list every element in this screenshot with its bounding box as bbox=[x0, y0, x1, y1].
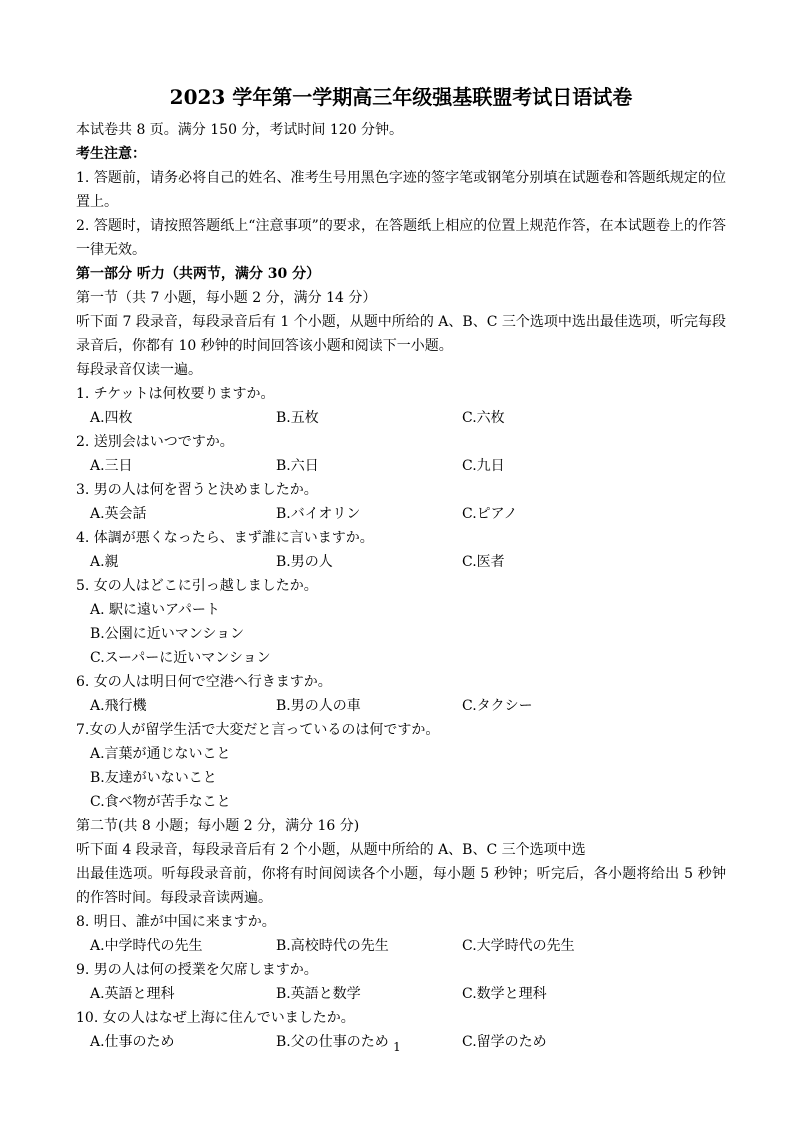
option-b: B.男の人の車 bbox=[276, 698, 361, 714]
option-c: C.大学時代の先生 bbox=[462, 938, 575, 954]
option-c: C.六枚 bbox=[462, 410, 505, 426]
part1-heading: 第一部分 听力（共两节，满分 30 分） bbox=[76, 266, 321, 282]
option-b: B.五枚 bbox=[276, 410, 319, 426]
section1-note: 每段录音仅读一遍。 bbox=[76, 362, 202, 378]
option-a: A.四枚 bbox=[90, 410, 133, 426]
question-5-option-b-row bbox=[76, 622, 726, 646]
question-7-option-a-row bbox=[76, 742, 726, 766]
option-c: C.ピアノ bbox=[462, 506, 518, 522]
option-c: C.医者 bbox=[462, 554, 505, 570]
option-b: B.高校時代の先生 bbox=[276, 938, 389, 954]
question-6-options bbox=[76, 694, 726, 718]
question-5: 5. 女の人はどこに引っ越しましたか。 bbox=[76, 578, 318, 594]
option-a: A.英会話 bbox=[90, 506, 147, 522]
question-3-options bbox=[76, 502, 726, 526]
question-9: 9. 男の人は何の授業を欠席しますか。 bbox=[76, 962, 318, 978]
question-2-options bbox=[76, 454, 726, 478]
question-1-options bbox=[76, 406, 726, 430]
exam-intro: 本试卷共 8 页。满分 150 分，考试时间 120 分钟。 bbox=[76, 122, 404, 138]
option-a: A.英語と理科 bbox=[90, 986, 175, 1002]
option-c: C.食べ物が苦手なこと bbox=[90, 794, 231, 810]
option-a: A.仕事のため bbox=[90, 1034, 175, 1050]
question-3: 3. 男の人は何を習うと決めましたか。 bbox=[76, 482, 318, 498]
question-6: 6. 女の人は明日何で空港へ行きますか。 bbox=[76, 674, 332, 690]
option-c: C.スーパーに近いマンション bbox=[90, 650, 271, 666]
option-c: C.九日 bbox=[462, 458, 505, 474]
question-5-option-c-row bbox=[76, 646, 726, 670]
section2-instruction-line1: 听下面 4 段录音，每段录音后有 2 个小题，从题中所给的 A、B、C 三个选项中选 bbox=[76, 842, 586, 858]
option-a: A.中学時代の先生 bbox=[90, 938, 203, 954]
option-a: A.飛行機 bbox=[90, 698, 147, 714]
option-b: B.友達がいないこと bbox=[90, 770, 217, 786]
question-5-option-a-row bbox=[76, 598, 726, 622]
question-2: 2. 送別会はいつですか。 bbox=[76, 434, 234, 450]
notice-heading: 考生注意： bbox=[76, 146, 146, 162]
question-8-options bbox=[76, 934, 726, 958]
option-a: A. 駅に遠いアパート bbox=[90, 602, 220, 618]
question-7-option-c-row bbox=[76, 790, 726, 814]
question-8: 8. 明日、誰が中国に来ますか。 bbox=[76, 914, 276, 930]
question-7: 7.女の人が留学生活で大変だと言っているのは何ですか。 bbox=[76, 722, 440, 738]
question-10: 10. 女の人はなぜ上海に住んでいましたか。 bbox=[76, 1010, 355, 1026]
option-a: A.三日 bbox=[90, 458, 133, 474]
exam-page bbox=[76, 80, 726, 1054]
question-1: 1. チケットは何枚要りますか。 bbox=[76, 386, 275, 402]
option-b: B.英語と数学 bbox=[276, 986, 361, 1002]
question-4-options bbox=[76, 550, 726, 574]
option-c: C.タクシー bbox=[462, 698, 533, 714]
option-c: C.数学と理科 bbox=[462, 986, 547, 1002]
question-4: 4. 体調が悪くなったら、まず誰に言いますか。 bbox=[76, 530, 374, 546]
question-7-option-b-row bbox=[76, 766, 726, 790]
option-b: B.公園に近いマンション bbox=[90, 626, 245, 642]
option-b: B.男の人 bbox=[276, 554, 333, 570]
notice-item: 2. 答题时，请按照答题纸上“注意事项”的要求，在答题纸上相应的位置上规范作答，在本试题卷上的作答一律无效。 bbox=[76, 218, 726, 258]
option-c: C.留学のため bbox=[462, 1034, 547, 1050]
option-b: B.バイオリン bbox=[276, 506, 361, 522]
section1-heading: 第一节（共 7 小题，每小题 2 分，满分 14 分） bbox=[76, 290, 377, 306]
question-9-options bbox=[76, 982, 726, 1006]
option-b: B.六日 bbox=[276, 458, 319, 474]
option-b: B.父の仕事のため bbox=[276, 1034, 389, 1050]
section2-instruction-line2: 出最佳选项。听每段录音前，你将有时间阅读各个小题，每小题 5 秒钟；听完后，各小题将给出 5 秒钟的作答时间。每段录音读两遍。 bbox=[76, 866, 726, 906]
option-a: A.親 bbox=[90, 554, 119, 570]
exam-title: 2023 学年第一学期高三年级强基联盟考试日语试卷 bbox=[169, 85, 633, 109]
section2-heading: 第二节(共 8 小题；每小题 2 分，满分 16 分) bbox=[76, 818, 360, 834]
section1-instruction: 听下面 7 段录音，每段录音后有 1 个小题，从题中所给的 A、B、C 三个选项中选出最佳选项，听完每段录音后，你都有 10 秒钟的时间回答该小题和阅读下一小题。 bbox=[76, 314, 726, 354]
page-number: 1 bbox=[393, 1040, 401, 1054]
notice-item: 1. 答题前，请务必将自己的姓名、准考生号用黑色字迹的签字笔或钢笔分别填在试题卷和答题纸规定的位置上。 bbox=[76, 170, 726, 210]
option-a: A.言葉が通じないこと bbox=[90, 746, 231, 762]
